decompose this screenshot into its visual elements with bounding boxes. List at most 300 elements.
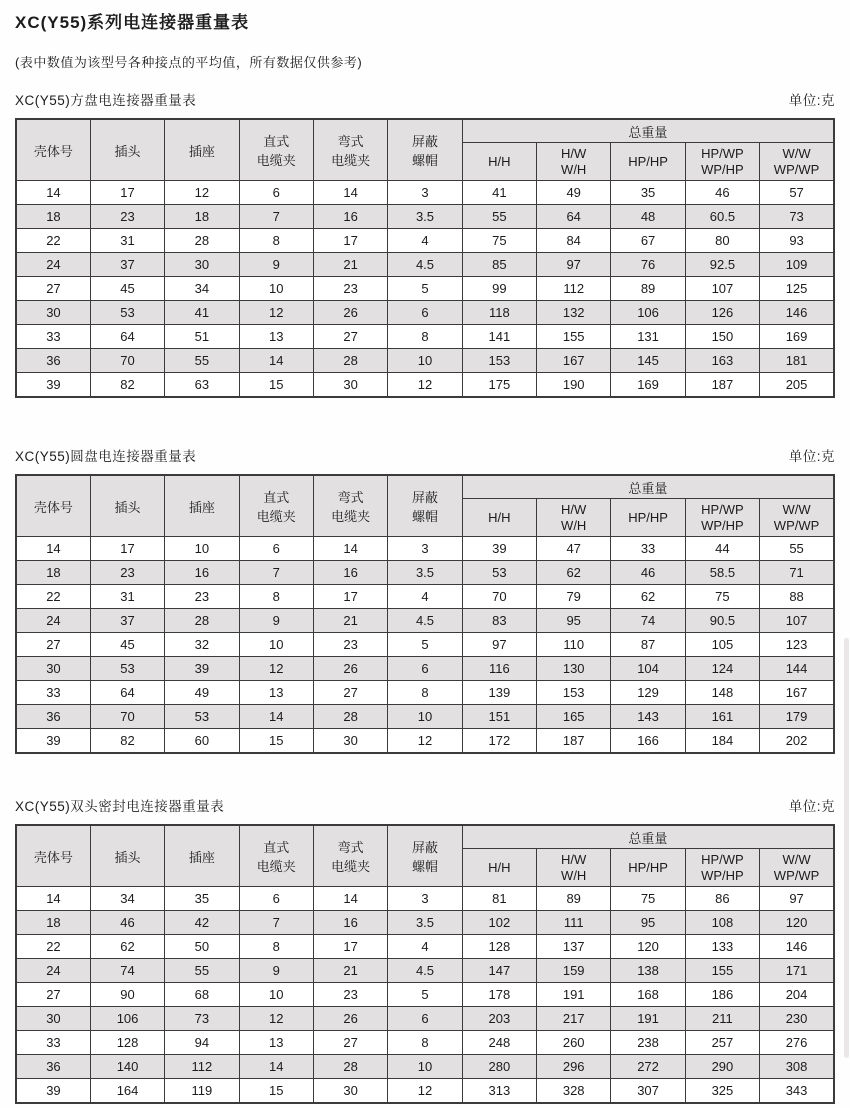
weight-value-cell: 17 bbox=[90, 181, 164, 205]
weight-value-cell: 32 bbox=[165, 633, 239, 657]
col-label-line: WP/WP bbox=[773, 517, 820, 533]
weight-value-cell: 55 bbox=[462, 205, 536, 229]
weight-value-cell: 30 bbox=[313, 729, 387, 754]
shell-number-cell: 39 bbox=[16, 1079, 90, 1104]
col-ww-wpwp bbox=[760, 499, 834, 537]
weight-value-cell: 81 bbox=[462, 887, 536, 911]
table-header bbox=[16, 825, 834, 887]
weight-value-cell: 46 bbox=[685, 181, 759, 205]
col-plug: 插头 bbox=[90, 119, 164, 181]
weight-value-cell: 204 bbox=[760, 983, 834, 1007]
shell-number-cell: 27 bbox=[16, 277, 90, 301]
weight-value-cell: 8 bbox=[388, 1031, 462, 1055]
col-label-line: WP/WP bbox=[773, 161, 820, 177]
table-body bbox=[16, 181, 834, 398]
weight-value-cell: 167 bbox=[760, 681, 834, 705]
col-label-line: 屏蔽 bbox=[411, 840, 438, 855]
col-shield-nut bbox=[388, 119, 462, 181]
weight-value-cell: 39 bbox=[462, 537, 536, 561]
col-label-line: 电缆夹 bbox=[256, 153, 296, 168]
weight-value-cell: 97 bbox=[760, 887, 834, 911]
weight-value-cell: 97 bbox=[537, 253, 611, 277]
weight-value-cell: 151 bbox=[462, 705, 536, 729]
table-caption-row bbox=[15, 798, 835, 816]
table-section-double-head-sealed bbox=[15, 798, 835, 1104]
weight-value-cell: 141 bbox=[462, 325, 536, 349]
shell-number-cell: 33 bbox=[16, 1031, 90, 1055]
weight-value-cell: 10 bbox=[388, 1055, 462, 1079]
col-socket: 插座 bbox=[165, 119, 239, 181]
weight-value-cell: 12 bbox=[239, 301, 313, 325]
col-hphp: HP/HP bbox=[611, 849, 685, 887]
table-row bbox=[16, 585, 834, 609]
shell-number-cell: 36 bbox=[16, 1055, 90, 1079]
weight-value-cell: 313 bbox=[462, 1079, 536, 1104]
weight-value-cell: 6 bbox=[388, 1007, 462, 1031]
weight-value-cell: 99 bbox=[462, 277, 536, 301]
table-header bbox=[16, 119, 834, 181]
weight-value-cell: 140 bbox=[90, 1055, 164, 1079]
shell-number-cell: 36 bbox=[16, 705, 90, 729]
weight-value-cell: 7 bbox=[239, 911, 313, 935]
weight-value-cell: 169 bbox=[760, 325, 834, 349]
weight-value-cell: 88 bbox=[760, 585, 834, 609]
weight-value-cell: 205 bbox=[760, 373, 834, 398]
weight-value-cell: 308 bbox=[760, 1055, 834, 1079]
weight-value-cell: 73 bbox=[760, 205, 834, 229]
weight-value-cell: 8 bbox=[388, 325, 462, 349]
weight-value-cell: 4.5 bbox=[388, 253, 462, 277]
weight-value-cell: 153 bbox=[462, 349, 536, 373]
weight-value-cell: 126 bbox=[685, 301, 759, 325]
weight-value-cell: 307 bbox=[611, 1079, 685, 1104]
weight-value-cell: 16 bbox=[313, 561, 387, 585]
weight-value-cell: 30 bbox=[313, 373, 387, 398]
col-label-line: 电缆夹 bbox=[331, 153, 371, 168]
weight-value-cell: 84 bbox=[537, 229, 611, 253]
weight-value-cell: 248 bbox=[462, 1031, 536, 1055]
weight-value-cell: 27 bbox=[313, 681, 387, 705]
table-row bbox=[16, 373, 834, 398]
weight-value-cell: 129 bbox=[611, 681, 685, 705]
col-hpwp-wphp bbox=[685, 849, 759, 887]
weight-value-cell: 172 bbox=[462, 729, 536, 754]
unit-label: 单位:克 bbox=[788, 799, 835, 814]
weight-value-cell: 9 bbox=[239, 253, 313, 277]
weight-value-cell: 75 bbox=[685, 585, 759, 609]
weight-value-cell: 44 bbox=[685, 537, 759, 561]
weight-value-cell: 155 bbox=[685, 959, 759, 983]
weight-value-cell: 175 bbox=[462, 373, 536, 398]
weight-value-cell: 53 bbox=[90, 657, 164, 681]
col-label-line: 直式 bbox=[263, 490, 290, 505]
weight-value-cell: 21 bbox=[313, 609, 387, 633]
col-label-line: H/W bbox=[561, 145, 587, 161]
col-socket: 插座 bbox=[165, 825, 239, 887]
table-row bbox=[16, 1007, 834, 1031]
weight-value-cell: 39 bbox=[165, 657, 239, 681]
weight-value-cell: 179 bbox=[760, 705, 834, 729]
weight-value-cell: 95 bbox=[537, 609, 611, 633]
col-socket: 插座 bbox=[165, 475, 239, 537]
weight-value-cell: 13 bbox=[239, 1031, 313, 1055]
col-label-line: H/W bbox=[561, 851, 587, 867]
shell-number-cell: 18 bbox=[16, 911, 90, 935]
col-total-weight: 总重量 bbox=[462, 119, 834, 143]
weight-value-cell: 10 bbox=[388, 705, 462, 729]
weight-value-cell: 164 bbox=[90, 1079, 164, 1104]
weight-value-cell: 16 bbox=[165, 561, 239, 585]
col-label-line: 弯式 bbox=[337, 134, 364, 149]
weight-value-cell: 146 bbox=[760, 301, 834, 325]
weight-value-cell: 12 bbox=[388, 373, 462, 398]
weight-value-cell: 48 bbox=[611, 205, 685, 229]
table-row bbox=[16, 681, 834, 705]
weight-value-cell: 109 bbox=[760, 253, 834, 277]
weight-value-cell: 186 bbox=[685, 983, 759, 1007]
shell-number-cell: 24 bbox=[16, 959, 90, 983]
col-hh: H/H bbox=[462, 849, 536, 887]
weight-value-cell: 16 bbox=[313, 205, 387, 229]
weight-value-cell: 8 bbox=[239, 935, 313, 959]
weight-value-cell: 328 bbox=[537, 1079, 611, 1104]
table-row bbox=[16, 1055, 834, 1079]
table-row bbox=[16, 253, 834, 277]
weight-value-cell: 7 bbox=[239, 561, 313, 585]
weight-value-cell: 17 bbox=[313, 585, 387, 609]
weight-value-cell: 9 bbox=[239, 609, 313, 633]
col-straight-cable-clamp bbox=[239, 825, 313, 887]
table-row bbox=[16, 181, 834, 205]
shell-number-cell: 18 bbox=[16, 561, 90, 585]
weight-value-cell: 50 bbox=[165, 935, 239, 959]
shell-number-cell: 27 bbox=[16, 633, 90, 657]
weight-value-cell: 145 bbox=[611, 349, 685, 373]
col-label-line: HP/WP bbox=[701, 501, 744, 517]
table-row bbox=[16, 205, 834, 229]
weight-value-cell: 28 bbox=[165, 229, 239, 253]
col-label-line: 螺帽 bbox=[411, 509, 438, 524]
weight-value-cell: 4 bbox=[388, 229, 462, 253]
weight-value-cell: 6 bbox=[239, 887, 313, 911]
weight-value-cell: 89 bbox=[537, 887, 611, 911]
weight-table bbox=[15, 474, 835, 754]
header-row-top bbox=[16, 475, 834, 499]
weight-value-cell: 37 bbox=[90, 253, 164, 277]
weight-value-cell: 80 bbox=[685, 229, 759, 253]
table-row bbox=[16, 705, 834, 729]
col-hw-wh bbox=[537, 143, 611, 181]
weight-value-cell: 58.5 bbox=[685, 561, 759, 585]
weight-value-cell: 153 bbox=[537, 681, 611, 705]
table-row bbox=[16, 349, 834, 373]
weight-value-cell: 191 bbox=[611, 1007, 685, 1031]
weight-value-cell: 23 bbox=[313, 633, 387, 657]
weight-value-cell: 26 bbox=[313, 1007, 387, 1031]
col-shell-number: 壳体号 bbox=[16, 825, 90, 887]
weight-value-cell: 12 bbox=[388, 1079, 462, 1104]
header-row-top bbox=[16, 825, 834, 849]
weight-value-cell: 41 bbox=[165, 301, 239, 325]
weight-value-cell: 37 bbox=[90, 609, 164, 633]
weight-value-cell: 187 bbox=[685, 373, 759, 398]
weight-value-cell: 124 bbox=[685, 657, 759, 681]
weight-value-cell: 76 bbox=[611, 253, 685, 277]
col-ww-wpwp bbox=[760, 143, 834, 181]
weight-value-cell: 12 bbox=[239, 657, 313, 681]
weight-value-cell: 26 bbox=[313, 657, 387, 681]
weight-value-cell: 112 bbox=[165, 1055, 239, 1079]
header-row-top bbox=[16, 119, 834, 143]
weight-value-cell: 62 bbox=[611, 585, 685, 609]
weight-value-cell: 55 bbox=[165, 349, 239, 373]
weight-value-cell: 27 bbox=[313, 1031, 387, 1055]
weight-value-cell: 83 bbox=[462, 609, 536, 633]
weight-value-cell: 86 bbox=[685, 887, 759, 911]
col-bent-cable-clamp bbox=[313, 119, 387, 181]
col-label-line: W/W bbox=[782, 145, 811, 161]
table-row bbox=[16, 561, 834, 585]
weight-value-cell: 10 bbox=[388, 349, 462, 373]
table-row bbox=[16, 229, 834, 253]
weight-value-cell: 35 bbox=[611, 181, 685, 205]
vertical-scrollbar-thumb[interactable] bbox=[844, 638, 849, 1058]
weight-value-cell: 53 bbox=[165, 705, 239, 729]
table-caption: XC(Y55)双头密封电连接器重量表 bbox=[15, 799, 225, 814]
table-row bbox=[16, 657, 834, 681]
weight-value-cell: 5 bbox=[388, 277, 462, 301]
weight-value-cell: 17 bbox=[313, 229, 387, 253]
weight-value-cell: 260 bbox=[537, 1031, 611, 1055]
col-label-line: WP/HP bbox=[701, 517, 744, 533]
weight-value-cell: 14 bbox=[239, 349, 313, 373]
page-title: XC(Y55)系列电连接器重量表 bbox=[15, 13, 250, 32]
weight-value-cell: 60.5 bbox=[685, 205, 759, 229]
weight-value-cell: 106 bbox=[611, 301, 685, 325]
weight-value-cell: 3.5 bbox=[388, 205, 462, 229]
weight-value-cell: 35 bbox=[165, 887, 239, 911]
col-label-line: 螺帽 bbox=[411, 153, 438, 168]
weight-value-cell: 10 bbox=[165, 537, 239, 561]
weight-value-cell: 120 bbox=[611, 935, 685, 959]
table-row bbox=[16, 959, 834, 983]
weight-value-cell: 130 bbox=[537, 657, 611, 681]
weight-value-cell: 85 bbox=[462, 253, 536, 277]
weight-value-cell: 47 bbox=[537, 537, 611, 561]
weight-value-cell: 93 bbox=[760, 229, 834, 253]
weight-value-cell: 26 bbox=[313, 301, 387, 325]
weight-value-cell: 187 bbox=[537, 729, 611, 754]
table-row bbox=[16, 1031, 834, 1055]
weight-value-cell: 230 bbox=[760, 1007, 834, 1031]
weight-value-cell: 45 bbox=[90, 633, 164, 657]
weight-value-cell: 71 bbox=[760, 561, 834, 585]
weight-value-cell: 6 bbox=[239, 537, 313, 561]
col-label-line: H/W bbox=[561, 501, 587, 517]
weight-value-cell: 290 bbox=[685, 1055, 759, 1079]
weight-value-cell: 4 bbox=[388, 585, 462, 609]
weight-value-cell: 62 bbox=[90, 935, 164, 959]
weight-value-cell: 7 bbox=[239, 205, 313, 229]
weight-value-cell: 143 bbox=[611, 705, 685, 729]
col-shell-number: 壳体号 bbox=[16, 475, 90, 537]
col-hh: H/H bbox=[462, 499, 536, 537]
weight-value-cell: 89 bbox=[611, 277, 685, 301]
weight-value-cell: 64 bbox=[90, 681, 164, 705]
weight-value-cell: 148 bbox=[685, 681, 759, 705]
weight-value-cell: 70 bbox=[90, 705, 164, 729]
weight-value-cell: 60 bbox=[165, 729, 239, 754]
weight-value-cell: 28 bbox=[313, 1055, 387, 1079]
shell-number-cell: 18 bbox=[16, 205, 90, 229]
weight-value-cell: 3 bbox=[388, 887, 462, 911]
table-caption: XC(Y55)圆盘电连接器重量表 bbox=[15, 449, 197, 464]
weight-value-cell: 3.5 bbox=[388, 561, 462, 585]
weight-value-cell: 64 bbox=[537, 205, 611, 229]
weight-value-cell: 14 bbox=[313, 887, 387, 911]
weight-value-cell: 9 bbox=[239, 959, 313, 983]
table-caption-row bbox=[15, 92, 835, 110]
weight-value-cell: 3.5 bbox=[388, 911, 462, 935]
shell-number-cell: 14 bbox=[16, 181, 90, 205]
weight-value-cell: 82 bbox=[90, 373, 164, 398]
weight-value-cell: 163 bbox=[685, 349, 759, 373]
weight-value-cell: 45 bbox=[90, 277, 164, 301]
table-row bbox=[16, 633, 834, 657]
weight-value-cell: 125 bbox=[760, 277, 834, 301]
weight-value-cell: 14 bbox=[313, 181, 387, 205]
col-total-weight: 总重量 bbox=[462, 475, 834, 499]
weight-value-cell: 55 bbox=[760, 537, 834, 561]
weight-value-cell: 4.5 bbox=[388, 609, 462, 633]
col-ww-wpwp bbox=[760, 849, 834, 887]
weight-value-cell: 75 bbox=[462, 229, 536, 253]
weight-value-cell: 33 bbox=[611, 537, 685, 561]
weight-value-cell: 181 bbox=[760, 349, 834, 373]
shell-number-cell: 24 bbox=[16, 253, 90, 277]
weight-value-cell: 14 bbox=[313, 537, 387, 561]
unit-label: 单位:克 bbox=[788, 449, 835, 464]
weight-value-cell: 14 bbox=[239, 1055, 313, 1079]
weight-value-cell: 128 bbox=[462, 935, 536, 959]
weight-value-cell: 28 bbox=[313, 705, 387, 729]
weight-value-cell: 168 bbox=[611, 983, 685, 1007]
table-section-square-flange bbox=[15, 92, 835, 398]
table-row bbox=[16, 609, 834, 633]
weight-value-cell: 10 bbox=[239, 277, 313, 301]
weight-value-cell: 161 bbox=[685, 705, 759, 729]
weight-table bbox=[15, 824, 835, 1104]
weight-value-cell: 166 bbox=[611, 729, 685, 754]
shell-number-cell: 22 bbox=[16, 935, 90, 959]
table-row bbox=[16, 325, 834, 349]
table-row bbox=[16, 983, 834, 1007]
weight-value-cell: 34 bbox=[90, 887, 164, 911]
weight-value-cell: 14 bbox=[239, 705, 313, 729]
table-row bbox=[16, 935, 834, 959]
weight-value-cell: 4 bbox=[388, 935, 462, 959]
weight-table bbox=[15, 118, 835, 398]
weight-value-cell: 49 bbox=[165, 681, 239, 705]
col-straight-cable-clamp bbox=[239, 119, 313, 181]
col-hw-wh bbox=[537, 849, 611, 887]
weight-value-cell: 23 bbox=[313, 983, 387, 1007]
weight-value-cell: 128 bbox=[90, 1031, 164, 1055]
col-label-line: 屏蔽 bbox=[411, 490, 438, 505]
weight-value-cell: 17 bbox=[313, 935, 387, 959]
weight-value-cell: 55 bbox=[165, 959, 239, 983]
weight-value-cell: 31 bbox=[90, 585, 164, 609]
weight-value-cell: 30 bbox=[165, 253, 239, 277]
col-label-line: HP/WP bbox=[701, 851, 744, 867]
weight-value-cell: 110 bbox=[537, 633, 611, 657]
weight-value-cell: 97 bbox=[462, 633, 536, 657]
weight-value-cell: 41 bbox=[462, 181, 536, 205]
page-subtitle: (表中数值为该型号各种接点的平均值，所有数据仅供参考) bbox=[15, 55, 363, 70]
col-label-line: HP/WP bbox=[701, 145, 744, 161]
weight-value-cell: 68 bbox=[165, 983, 239, 1007]
col-shell-number: 壳体号 bbox=[16, 119, 90, 181]
shell-number-cell: 30 bbox=[16, 657, 90, 681]
table-body bbox=[16, 537, 834, 754]
col-shield-nut bbox=[388, 825, 462, 887]
table-row bbox=[16, 729, 834, 754]
weight-value-cell: 6 bbox=[239, 181, 313, 205]
shell-number-cell: 39 bbox=[16, 729, 90, 754]
col-label-line: W/W bbox=[782, 501, 811, 517]
weight-value-cell: 90 bbox=[90, 983, 164, 1007]
weight-value-cell: 276 bbox=[760, 1031, 834, 1055]
weight-value-cell: 8 bbox=[239, 585, 313, 609]
weight-value-cell: 34 bbox=[165, 277, 239, 301]
shell-number-cell: 33 bbox=[16, 325, 90, 349]
shell-number-cell: 24 bbox=[16, 609, 90, 633]
weight-value-cell: 107 bbox=[760, 609, 834, 633]
weight-value-cell: 27 bbox=[313, 325, 387, 349]
shell-number-cell: 30 bbox=[16, 301, 90, 325]
weight-value-cell: 73 bbox=[165, 1007, 239, 1031]
weight-value-cell: 147 bbox=[462, 959, 536, 983]
weight-value-cell: 138 bbox=[611, 959, 685, 983]
col-hpwp-wphp bbox=[685, 143, 759, 181]
weight-value-cell: 191 bbox=[537, 983, 611, 1007]
weight-value-cell: 190 bbox=[537, 373, 611, 398]
weight-value-cell: 171 bbox=[760, 959, 834, 983]
col-label-line: WP/HP bbox=[701, 161, 744, 177]
weight-value-cell: 53 bbox=[462, 561, 536, 585]
weight-value-cell: 165 bbox=[537, 705, 611, 729]
weight-value-cell: 64 bbox=[90, 325, 164, 349]
shell-number-cell: 39 bbox=[16, 373, 90, 398]
weight-value-cell: 23 bbox=[165, 585, 239, 609]
weight-value-cell: 63 bbox=[165, 373, 239, 398]
weight-value-cell: 102 bbox=[462, 911, 536, 935]
weight-value-cell: 139 bbox=[462, 681, 536, 705]
col-straight-cable-clamp bbox=[239, 475, 313, 537]
weight-value-cell: 13 bbox=[239, 325, 313, 349]
col-label-line: 电缆夹 bbox=[256, 509, 296, 524]
weight-value-cell: 132 bbox=[537, 301, 611, 325]
col-hh: H/H bbox=[462, 143, 536, 181]
col-label-line: W/H bbox=[561, 517, 587, 533]
weight-value-cell: 217 bbox=[537, 1007, 611, 1031]
weight-value-cell: 131 bbox=[611, 325, 685, 349]
table-row bbox=[16, 537, 834, 561]
weight-value-cell: 51 bbox=[165, 325, 239, 349]
col-label-line: 电缆夹 bbox=[331, 509, 371, 524]
weight-value-cell: 3 bbox=[388, 537, 462, 561]
col-label-line: 直式 bbox=[263, 134, 290, 149]
